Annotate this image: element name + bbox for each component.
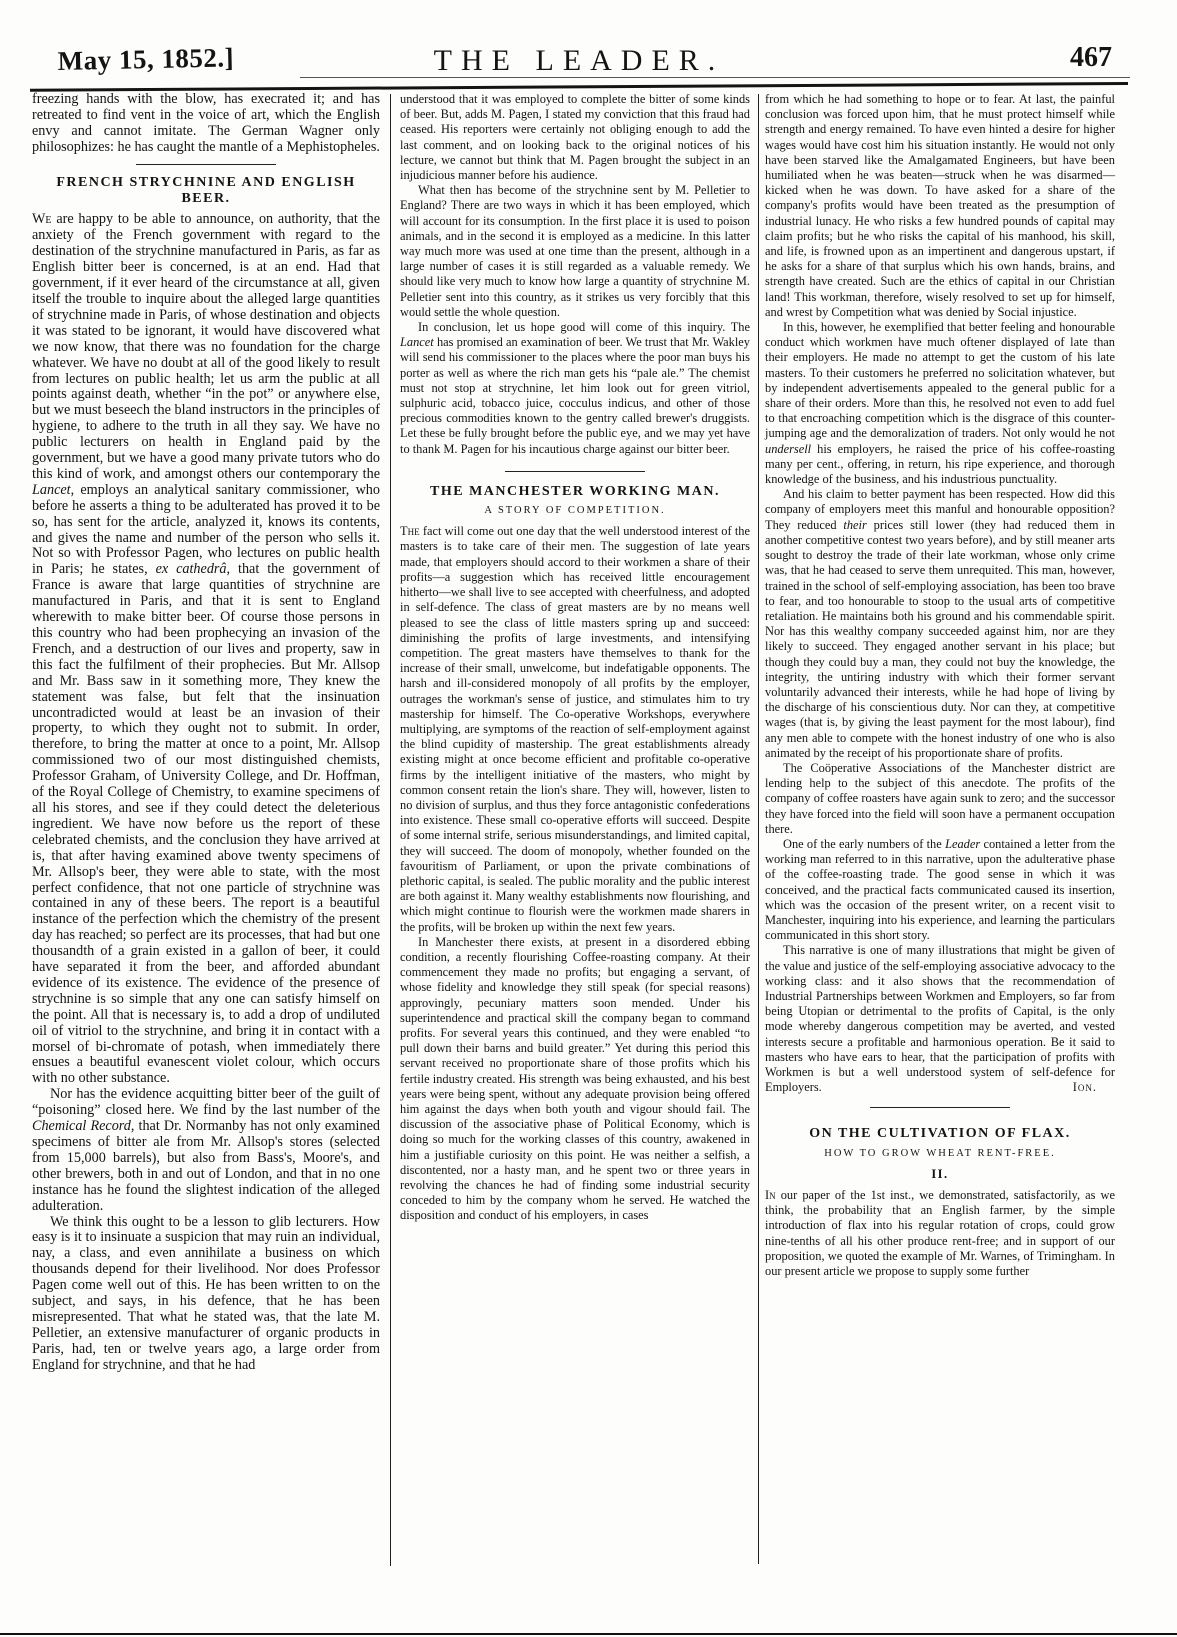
article-paragraph: One of the early numbers of the Leader contained a letter from the working man referred to in this narrative, upon the adulterative phase of the coffee-roasting trade. The good sense in which it was conceived, and the practical facts communicated caused its insertion, which was the occasion of the present writer, on a recent visit to Manchester, inquiring into his experience, and learning the particulars communicated in this short story. <box>765 836 1115 943</box>
section-separator <box>136 164 276 165</box>
article-title-cultivation-of-flax: ON THE CULTIVATION OF FLAX. <box>809 1126 1071 1142</box>
article-title-french-strychnine: FRENCH STRYCHNINE AND ENGLISH BEER. <box>56 174 356 206</box>
section-separator <box>870 1107 1010 1108</box>
latin-phrase: ex cathedrâ <box>155 561 227 578</box>
article-paragraph: And his claim to better payment has been respected. How did this company of employers meet this manful and honourable opposition? They reduced their prices still lower (they had reduced them in another competitive contest two years before), and by still meaner arts sought to destroy the trade of their late workman, whose only crime was, that he had ceased to serve them unrequited. This man, however, trained in the school of self-employing association, has been too brave to fear, and too honourable to stoop to the usual arts of competitive retaliation. He maintains both his ground and his commendable spirit. Nor has this wealthy company succeeded against him, nor are they likely to succeed. They engaged another servant in his place; but though they could buy a man, they could not buy the knowledge, the integrity, the untiring industry with which their former servant voluntarily advanced their interests, while he had hope of living by the discharge of his conscientious duty. Nor can they, at competitive wages (that is, by giving the least payment for the most labour), find any men able to compete with the honest industry of one who is also animated by the receipt of his proportionate share of profits. <box>765 487 1115 760</box>
column-divider <box>758 94 759 1564</box>
publication-name: Lancet <box>32 481 71 498</box>
article-paragraph: We are happy to be able to announce, on authority, that the anxiety of the French government with regard to the destination of the strychnine manufactured in Paris, as far as English bitter beer is concerned, is at an end. Had that government, if it ever heard of the circumstance at all, given itself the trouble to inquire about the alleged large quantities of strychnine made in Paris, of whose destination and objects it was stated to be ignorant, it would have discovered what we now know, that there was no foundation for the charge whatever. We have no doubt at all of the good likely to result from lectures on public health; let us arm the public at all points against death, whether “in the pot” or anywhere else, but we must beseech the bland instructors in the principles of hygiene, to adhere to the truth in all they say. We have no public lecturers on health in England paid by the government, but we have a good many private tutors who do this kind of work, and amongst others our contemporary the Lancet, employs an analytical sanitary commissioner, who before he asserts a thing to be adulterated has proved it to be so, has sent for the article, analyzed it, knows its contents, and gives the name and number of the person who sells it. Not so with Professor Pagen, who lectures on public health in Paris; he states, ex cathedrâ, that the government of France is aware that large quantities of strychnine are manufactured in Paris, and that it is sent to England wherewith to make bitter beer. Of course those persons in this country who had been prophecying an invasion of the French, and a destruction of our lives and property, saw in this fact the fulfilment of their prophecies. But Mr. Allsop and Mr. Bass saw in it something more, They knew the statement was false, but felt that the insinuation uncontradicted would at least be an invasion of their property, to which they ought not to submit. In order, therefore, to bring the matter at once to a point, Mr. Allsop commissioned two of our most distinguished chemists, Professor Graham, of University College, and Dr. Hoffman, of the Royal College of Chemistry, to examine specimens of all his stores, and see if they could detect the deleterious ingredient. We have now before us the report of these celebrated chemists, and the conclusion they have arrived at is, that after having examined above twenty specimens of Mr. Allsop's beer, they were able to state, with the most perfect confidence, that not one particle of strychnine was contained in any of these beers. The report is a beautiful instance of the perfection which the chemistry of the present day has reached; so perfect are its processes, that had but one thousandth of a grain existed in a gallon of beer, it could have separated it from the beer, and afforded abundant evidence of its existence. The evidence of the presence of strychnine is so simple that any one can satisfy himself on the point. All that is necessary is, to add a drop of undiluted oil of vitriol to the strychnine, and bring it in contact with a morsel of bi-chromate of potash, when immediately there ensues a beautiful evanescent violet colour, which occurs with no other substance. <box>32 211 381 1087</box>
page-bottom-edge <box>0 1633 1177 1635</box>
article-title-manchester-working-man: THE MANCHESTER WORKING MAN. <box>430 483 720 499</box>
column-3 <box>765 92 1115 1279</box>
column-2 <box>400 92 750 1224</box>
masthead <box>38 40 1120 80</box>
article-paragraph: The fact will come out one day that the well understood interest of the masters is to take care of their men. The suggestion of late years made, that employers should accord to their workmen a share of their profits—a suggestion which has received little encouragement hitherto—we shall live to see accepted with cheerfulness, and adopted in self-defence. The class of great masters are by no means well pleased to see the class of little masters spring up and succeed: diminishing the profits of large investments, and intensifying competition. The great masters have themselves to thank for the increase of their small, unwelcome, but indefatigable opponents. The harsh and ill-considered monopoly of all profits by the employer, outrages the workman's sense of justice, and stimulates him to try mastership for himself. The Co-operative Workshops, everywhere multiplying, are symptoms of the reaction of self-employment against the blind cupidity of mastership. The great establishments already existing might at once become efficient and profitable co-operative firms by the intelligent initiative of the masters, who might by common consent retain the lion's share. They will, however, listen to no division of surplus, and thus they force antagonistic confederations into existence. These small co-operative efforts will succeed. Despite of some internal strife, serious misunderstandings, and limited capital, they will succeed. The doom of monopoly, whether founded on the favouritism of Parliament, or upon the private combinations of plethoric capital, is sealed. The public morality and the public interest are both against it. Many wealthy establishments now flourishing, and which might continue to flourish were the workmen made sharers in the profits, will be broken up within the next few years. <box>400 524 750 934</box>
publication-name: Chemical Record <box>32 1118 131 1135</box>
column-1 <box>32 92 380 1374</box>
article-paragraph: Nor has the evidence acquitting bitter beer of the guilt of “poisoning” closed here. We find by the last number of the Chemical Record, that Dr. Normanby has not only examined specimens of bitter ale from Mr. Allsop's stores (selected from 15,000 barrels), but also from Bass's, Moore's, and other brewers, both in and out of London, and that in no one instance has he found the slightest indication of the alleged adulteration. <box>32 1086 380 1214</box>
page-number: 467 <box>1070 42 1112 73</box>
article-paragraph: This narrative is one of many illustrations that might be given of the value and justice of the self-employing associative advocacy to the working class: and it also shows that the recommendation of Industrial Partnerships between Workmen and Employers, so far from being Utopian or detrimental to the profits of Capital, is the only mode whereby dangerous competition may be averted, and vested interests secure a profitable and harmonious operation. Be it said to masters who have ears to hear, that the participation of profits with Workmen is but a well understood system of self-defence for Employers. Ion. <box>765 943 1115 1095</box>
article-subtitle: A STORY OF COMPETITION. <box>484 505 666 517</box>
lead-word: In <box>765 1188 776 1203</box>
author-signature: Ion. <box>1072 1080 1097 1095</box>
lead-word: We <box>32 211 52 228</box>
article-paragraph: In conclusion, let us hope good will come of this inquiry. The Lancet has promised an examination of beer. We trust that Mr. Wakley will send his commissioner to the places where the poor man buys his porter as well as where the rich man gets his “pale ale.” The chemist must not stop at strychnine, let him look out for green vitriol, sulphuric acid, tobacco juice, cocculus indicus, and other of those precious commodities known to the gentry called brewer's druggists. Let these be fully brought before the public eye, and we may yet have to thank M. Pagen for his incautious charge against our bitter beer. <box>400 320 750 456</box>
article-paragraph: In our paper of the 1st inst., we demonstrated, satisfactorily, as we think, the probability that an English farmer, by the simple introduction of flax into his regular rotation of crops, could grow nine-tenths of all his other produce rent-free; and in support of our proposition, we quoted the example of Mr. Warnes, of Trimingham. In our present article we propose to supply some further <box>765 1188 1115 1279</box>
continued-paragraph: understood that it was employed to complete the bitter of some kinds of beer. But, adds M. Pagen, I stated my conviction that this fraud had ceased. His reporters were certainly not obliging enough to add the last comment, and on looking back to the original notices of his lecture, we cannot but think that M. Pagen brought the subject in an injudicious manner before his audience. <box>400 92 750 183</box>
article-paragraph: In this, however, he exemplified that better feeling and honourable conduct which workmen have much oftener displayed of late than their employers. He made no attempt to get the custom of his late masters. To their customers he preferred no solicitation whatever, but by independent advertisements appealed to the general public for a share of their orders. More than this, he resolved not even to add fuel to that encroaching competition which is the disgrace of this counter-jumping age and the demoralization of traders. Not only would he not undersell his employers, he raised the price of his coffee-roasting many per cent., offering, in return, his ripe experience, and thorough knowledge of the business, and his industrious punctuality. <box>765 320 1115 487</box>
article-paragraph: We think this ought to be a lesson to glib lecturers. How easy is it to insinuate a suspicion that may ruin an individual, nay, a class, and even annihilate a business on which thousands depend for their livelihood. Nor does Professor Pagen come well out of this. He has been written to on the subject, and says, in his defence, that he has been misrepresented. That what he stated was, that the late M. Pelletier, an extensive manufacturer of organic products in Paris, had, ten or twelve years ago, a large order from England for strychnine, and that he had <box>32 1213 380 1373</box>
continued-paragraph: from which he had something to hope or to fear. At last, the painful conclusion was forced upon him, that he must protect himself while strength and energy remained. To have even hinted a desire for higher wages would have cost him his situation instantly. He would not only have been starved like the Amalgamated Engineers, but have been humiliated when he was beaten—struck when he was disarmed—kicked when he was down. To have asked for a share of the company's profits would have been treated as the presumption of industrial lunacy. He who risks a few hundred pounds of capital may claim profits; but he who risks the capital of his manhood, his skill, and life, is frowned upon as an impertinent and dangerous upstart, if he asks for a share of that surplus which his own hands, brains, and strength have created. Such are the ethics of capital in our Christian land! This workman, therefore, wisely resolved to set up for himself, and wrest by Competition what was denied by Social injustice. <box>765 92 1115 319</box>
continued-paragraph: freezing hands with the blow, has execrated it; and has retreated to find vent in the voice of art, which the English envy and cannot imitate. The German Wagner only philosophizes: he has caught the mantle of a Mephistopheles. <box>32 91 380 155</box>
article-paragraph: The Coöperative Associations of the Manchester district are lending help to the subject of this anecdote. The profits of the company of coffee roasters have again sunk to zero; and the successor they have forced into the field will soon have a permanent occupation there. <box>765 760 1115 836</box>
lead-word: The <box>400 524 420 539</box>
column-divider <box>390 94 391 1566</box>
section-separator <box>505 471 645 472</box>
publication-name: Leader <box>945 836 981 851</box>
newspaper-title: THE LEADER. <box>433 44 725 77</box>
publication-name: Lancet <box>400 335 434 350</box>
masthead-thin-rule <box>300 77 1130 78</box>
article-paragraph: In Manchester there exists, at present in a disordered ebbing condition, a recently flourishing Coffee-roasting company. At their commencement they made no profits; but engaging a servant, of whose fidelity and knowledge they still speak (for special reasons) approvingly, pecuniary matters soon mended. Under his superintendence and practical skill the company began to command profits. For several years this continued, and they were enabled “to pull down their barns and build greater.” Yet during this period this servant received no proportionate share of those profits which his fertile industry created. His strength was being exhausted, and his best years were being spent, without any adequate provision being offered him against the days when both youth and vigour should fail. The discussion of the associative phase of Political Economy, which is doing so much for the working classes of this country, awakened in him a justifiable curiosity on this point. He was neither a selfish, a discontented, nor a hasty man, and he spent two or three years in revolving the chances he had of finding some industrial security conceded to him by the company whom he served. He watched the disposition and conduct of his employers, in cases <box>400 934 750 1223</box>
article-paragraph: What then has become of the strychnine sent by M. Pelletier to England? There are two ways in which it has been employed, which will account for its consumption. In the first place it is used to poison animals, and in the second it is employed as a medicine. In this latter way much more was used at one time than the present, although in a large number of cases it is still regarded as a valuable remedy. We should like very much to know how large a quantity of strychnine M. Pelletier sent into this country, as it strikes us very forcibly that this would settle the whole question. <box>400 183 750 319</box>
issue-date: May 15, 1852.] <box>57 42 235 77</box>
article-subtitle: HOW TO GROW WHEAT RENT-FREE. <box>824 1147 1056 1159</box>
article-part-number: II. <box>931 1166 949 1181</box>
